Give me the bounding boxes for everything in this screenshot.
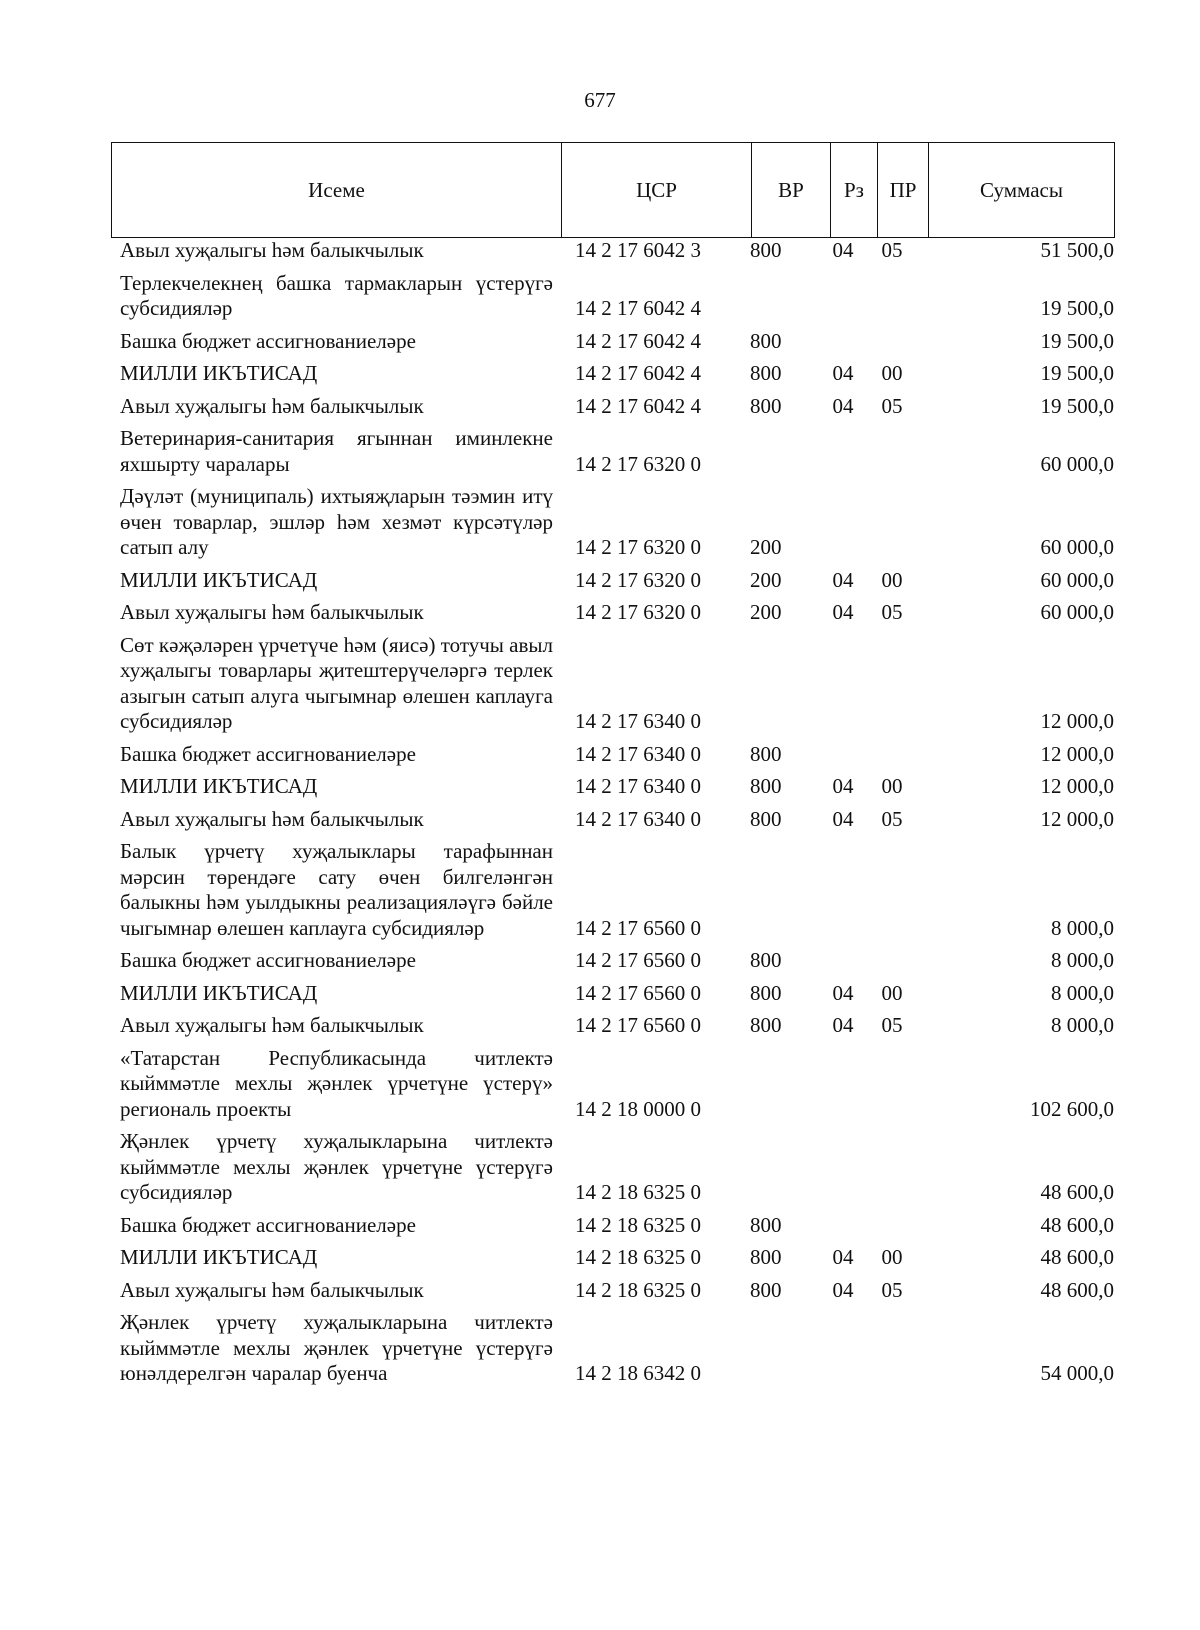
table-row [120, 271, 1114, 322]
header-rz: Рз [830, 143, 877, 237]
table-row [120, 426, 1114, 477]
table-row [120, 600, 1114, 626]
row-name: Ветеринария-санитария ягыннан иминлекне яхшырту чаралары [120, 426, 553, 476]
table-header [111, 142, 1115, 238]
row-pr: 00 [881, 980, 903, 1005]
table-row [120, 839, 1114, 941]
row-rz: 04 [832, 980, 854, 1005]
row-name: Башка бюджет ассигнованиеләре [120, 328, 416, 353]
row-sum: 12 000,0 [1040, 806, 1114, 831]
row-csr: 14 2 17 6340 0 [575, 741, 701, 766]
row-pr: 00 [881, 361, 903, 385]
row-vr: 200 [750, 600, 782, 624]
table-row [120, 329, 1114, 355]
row-sum: 54 000,0 [1040, 1361, 1114, 1385]
row-name: Башка бюджет ассигнованиеләре [120, 948, 416, 972]
row-vr: 800 [750, 328, 782, 353]
row-sum: 60 000,0 [1040, 451, 1114, 476]
row-csr: 14 2 17 6042 4 [575, 296, 701, 320]
row-vr: 200 [750, 567, 782, 592]
row-name: Дәүләт (муниципаль) ихтыяҗларын тәэмин итү өчен товарлар, эшләр һәм хезмәт күрсәтүләр сатып алу [120, 484, 553, 559]
table-row [120, 1129, 1114, 1206]
table-row [120, 981, 1114, 1007]
row-rz: 04 [832, 1277, 854, 1302]
row-sum: 48 600,0 [1040, 1277, 1114, 1302]
row-csr: 14 2 18 6325 0 [575, 1277, 701, 1302]
row-rz: 04 [832, 567, 854, 592]
row-csr: 14 2 17 6042 4 [575, 361, 701, 385]
table-row [120, 1310, 1114, 1387]
row-sum: 102 600,0 [1030, 1096, 1114, 1121]
row-name: Җәнлек үрчетү хуҗалыкларына читлектә кыйммәтле мехлы җәнлек үрчетүне үстерүгә юнәлдерелгән чаралар буенча [120, 1310, 553, 1385]
row-rz: 04 [832, 361, 854, 385]
row-sum: 60 000,0 [1040, 567, 1114, 592]
row-csr: 14 2 17 6340 0 [575, 709, 701, 733]
row-sum: 8 000,0 [1051, 948, 1114, 972]
page-number: 677 [584, 88, 616, 112]
row-name: МИЛЛИ ИКЪТИСАД [120, 1245, 318, 1269]
row-sum: 19 500,0 [1040, 393, 1114, 418]
row-pr: 05 [881, 393, 903, 418]
row-sum: 51 500,0 [1040, 238, 1114, 262]
table-row [120, 238, 1114, 264]
header-vr: ВР [751, 143, 830, 237]
row-sum: 19 500,0 [1040, 328, 1114, 353]
row-pr: 05 [881, 600, 903, 624]
row-name: Авыл хуҗалыгы һәм балыкчылык [120, 600, 424, 624]
row-csr: 14 2 17 6340 0 [575, 774, 701, 798]
row-rz: 04 [832, 600, 854, 624]
header-csr: ЦСР [561, 143, 751, 237]
row-vr: 800 [750, 948, 782, 972]
row-csr: 14 2 17 6320 0 [575, 535, 701, 559]
header-name: Исеме [308, 177, 365, 202]
row-name: Авыл хуҗалыгы һәм балыкчылык [120, 238, 424, 262]
row-name: Сөт кәҗәләрен үрчетүче һәм (яисә) тотучы авыл хуҗалыгы товарлары җитештерүчеләргә терлек азыгын сатып алуга чыгымнар өлешен каплауга субсидияләр [120, 632, 553, 733]
row-csr: 14 2 18 6342 0 [575, 1361, 701, 1385]
row-name: Авыл хуҗалыгы һәм балыкчылык [120, 806, 424, 831]
row-vr: 800 [750, 741, 782, 766]
row-name: МИЛЛИ ИКЪТИСАД [120, 774, 318, 798]
row-name: «Татарстан Республикасында читлектә кыйммәтле мехлы җәнлек үрчетүне үстерү» региональ проекты [120, 1045, 553, 1121]
table-row [120, 807, 1114, 833]
row-name: Башка бюджет ассигнованиеләре [120, 1212, 416, 1237]
row-name: Җәнлек үрчетү хуҗалыкларына читлектә кыйммәтле мехлы җәнлек үрчетүне үстерүгә субсидияләр [120, 1129, 553, 1204]
row-csr: 14 2 17 6320 0 [575, 451, 701, 476]
row-sum: 19 500,0 [1040, 361, 1114, 385]
row-pr: 05 [881, 238, 903, 262]
row-vr: 800 [750, 1212, 782, 1237]
row-sum: 19 500,0 [1040, 296, 1114, 320]
row-sum: 12 000,0 [1040, 774, 1114, 798]
row-pr: 05 [881, 806, 903, 831]
row-csr: 14 2 18 6325 0 [575, 1245, 701, 1269]
row-sum: 12 000,0 [1040, 741, 1114, 766]
table-row [120, 774, 1114, 800]
row-csr: 14 2 17 6042 4 [575, 393, 701, 418]
row-csr: 14 2 17 6042 4 [575, 328, 701, 353]
header-sum: Суммасы [928, 143, 1114, 237]
row-rz: 04 [832, 393, 854, 418]
row-vr: 800 [750, 393, 782, 418]
row-csr: 14 2 17 6320 0 [575, 567, 701, 592]
table-body [120, 238, 1114, 1394]
table-row [120, 1213, 1114, 1239]
row-pr: 00 [881, 1245, 903, 1269]
row-vr: 800 [750, 980, 782, 1005]
row-rz: 04 [832, 1013, 854, 1037]
table-row [120, 1046, 1114, 1123]
row-sum: 48 600,0 [1040, 1245, 1114, 1269]
row-name: МИЛЛИ ИКЪТИСАД [120, 980, 318, 1005]
row-csr: 14 2 17 6042 3 [575, 238, 701, 262]
row-vr: 800 [750, 238, 782, 262]
row-name: Авыл хуҗалыгы һәм балыкчылык [120, 393, 424, 418]
row-pr: 00 [881, 567, 903, 592]
row-csr: 14 2 18 0000 0 [575, 1096, 701, 1121]
row-vr: 800 [750, 361, 782, 385]
row-csr: 14 2 18 6325 0 [575, 1212, 701, 1237]
row-vr: 800 [750, 1245, 782, 1269]
table-row [120, 361, 1114, 387]
row-csr: 14 2 17 6560 0 [575, 915, 701, 940]
row-vr: 800 [750, 1013, 782, 1037]
table-row [120, 742, 1114, 768]
row-name: Башка бюджет ассигнованиеләре [120, 741, 416, 766]
table-row [120, 633, 1114, 735]
table-row [120, 1245, 1114, 1271]
row-sum: 8 000,0 [1051, 1013, 1114, 1037]
row-sum: 48 600,0 [1040, 1212, 1114, 1237]
table-row [120, 394, 1114, 420]
row-sum: 12 000,0 [1040, 709, 1114, 733]
row-name: МИЛЛИ ИКЪТИСАД [120, 361, 318, 385]
table-row [120, 484, 1114, 561]
row-rz: 04 [832, 238, 854, 262]
row-vr: 200 [750, 535, 782, 559]
row-csr: 14 2 18 6325 0 [575, 1180, 701, 1204]
row-csr: 14 2 17 6560 0 [575, 948, 701, 972]
row-rz: 04 [832, 806, 854, 831]
row-vr: 800 [750, 774, 782, 798]
header-pr: ПР [877, 143, 928, 237]
row-sum: 60 000,0 [1040, 535, 1114, 559]
row-pr: 05 [881, 1277, 903, 1302]
row-vr: 800 [750, 1277, 782, 1302]
row-sum: 8 000,0 [1051, 915, 1114, 940]
row-rz: 04 [832, 774, 854, 798]
table-row [120, 948, 1114, 974]
row-sum: 60 000,0 [1040, 600, 1114, 624]
row-csr: 14 2 17 6340 0 [575, 806, 701, 831]
row-name: Авыл хуҗалыгы һәм балыкчылык [120, 1013, 424, 1037]
row-name: МИЛЛИ ИКЪТИСАД [120, 567, 318, 592]
row-name: Терлекчелекнең башка тармакларын үстерүгә субсидияләр [120, 270, 553, 320]
table-row [120, 1278, 1114, 1304]
row-csr: 14 2 17 6560 0 [575, 1013, 701, 1037]
table-row [120, 568, 1114, 594]
row-sum: 8 000,0 [1051, 980, 1114, 1005]
row-csr: 14 2 17 6320 0 [575, 600, 701, 624]
row-name: Авыл хуҗалыгы һәм балыкчылык [120, 1277, 424, 1302]
row-sum: 48 600,0 [1040, 1180, 1114, 1204]
row-csr: 14 2 17 6560 0 [575, 980, 701, 1005]
row-pr: 00 [881, 774, 903, 798]
row-pr: 05 [881, 1013, 903, 1037]
table-row [120, 1013, 1114, 1039]
row-rz: 04 [832, 1245, 854, 1269]
row-name: Балык үрчетү хуҗалыклары тарафыннан мәрсин төрендәге сату өчен билгеләнгән балыкны һәм уылдыкны реализацияләүгә бәйле чыгымнар өлешен каплауга субсидияләр [120, 839, 553, 940]
row-vr: 800 [750, 806, 782, 831]
